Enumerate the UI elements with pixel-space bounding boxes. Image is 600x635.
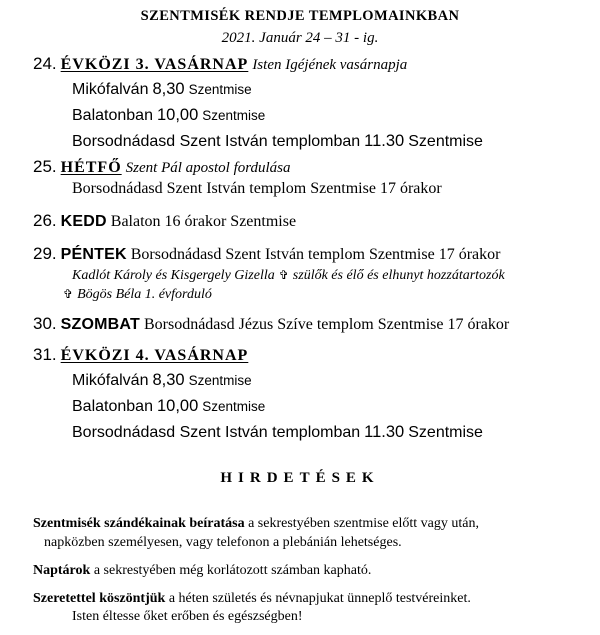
mass-line: Mikófalván 8,30 Szentmise — [72, 80, 252, 98]
day-name: ÉVKÖZI 4. VASÁRNAP — [60, 347, 249, 364]
feast-name: Isten Igéjének vasárnapja — [252, 57, 408, 73]
feast-name: Szent Pál apostol fordulása — [125, 160, 291, 176]
mass-line: Borsodnádasd Szent István templom Szentmise 17 órakor — [72, 180, 442, 197]
mass-line: Balatonban 10,00 Szentmise — [72, 106, 266, 124]
latin-cross-icon: ✞ — [278, 268, 289, 282]
day-name: HÉTFŐ — [60, 159, 122, 176]
schedule-entry-31: 31. ÉVKÖZI 4. VASÁRNAP — [33, 345, 249, 364]
schedule-entry-30: 30. SZOMBAT Borsodnádasd Jézus Szíve templom Szentmise 17 órakor — [33, 314, 510, 333]
latin-cross-icon: ✞ — [63, 287, 74, 301]
mass-intention: Kadlót Károly és Kisgergely Gizella ✞ szülők és élő és elhunyt hozzátartozók — [72, 268, 505, 283]
mass-line: Borsodnádasd Szent István templomban 11.30 Szentmise — [72, 132, 483, 150]
mass-line: Borsodnádasd Szent István templomban 11.30 Szentmise — [72, 423, 483, 441]
schedule-entry-25: 25. HÉTFŐ Szent Pál apostol fordulása — [33, 157, 291, 176]
day-name: SZOMBAT — [60, 316, 140, 333]
schedule-entry-26: 26. KEDD Balaton 16 órakor Szentmise — [33, 211, 297, 230]
announcement-continuation: napközben személyesen, vagy telefonon a plebánián lehetséges. — [44, 535, 402, 550]
announcement-item: Szeretettel köszöntjük a héten születés és névnapjukat ünneplő testvéreinket. — [33, 591, 471, 606]
announcement-item: Naptárok a sekrestyében még korlátozott számban kapható. — [33, 563, 372, 578]
announcements-heading: HIRDETÉSEK — [220, 470, 380, 486]
day-name: ÉVKÖZI 3. VASÁRNAP — [60, 56, 249, 73]
day-name: PÉNTEK — [60, 246, 127, 263]
announcement-item: Szentmisék szándékainak beíratása a sekrestyében szentmise előtt vagy után, — [33, 516, 480, 531]
mass-intention: ✞ Bögös Béla 1. évforduló — [63, 287, 212, 302]
date-range: 2021. Január 24 – 31 - ig. — [221, 30, 379, 46]
day-name: KEDD — [60, 213, 107, 230]
announcement-continuation: Isten éltesse őket erőben és egészségben! — [72, 609, 303, 624]
mass-line: Balatonban 10,00 Szentmise — [72, 397, 266, 415]
schedule-entry-24: 24. ÉVKÖZI 3. VASÁRNAP Isten Igéjének vasárnapja — [33, 54, 408, 73]
page-title: SZENTMISÉK RENDJE TEMPLOMAINKBAN — [140, 8, 460, 24]
mass-line: Mikófalván 8,30 Szentmise — [72, 371, 252, 389]
schedule-entry-29: 29. PÉNTEK Borsodnádasd Szent István templom Szentmise 17 órakor — [33, 244, 501, 263]
